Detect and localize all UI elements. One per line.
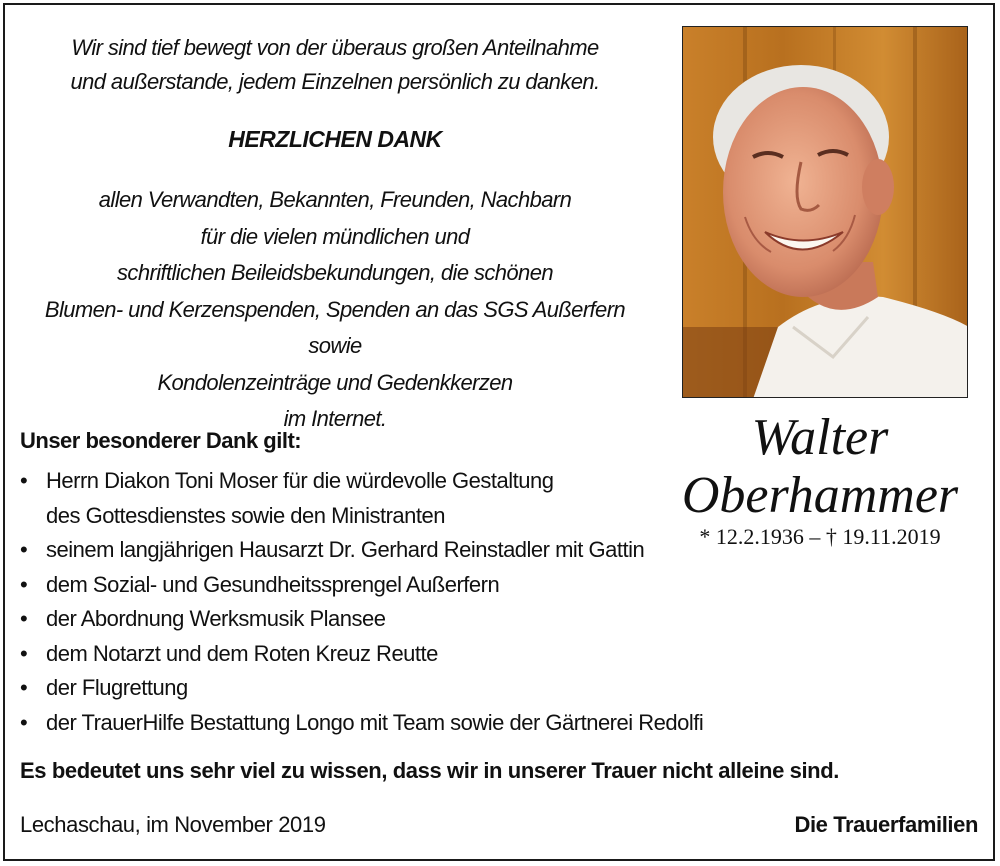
deceased-first-name: Walter bbox=[751, 409, 889, 466]
thanks-line: schriftlichen Beileidsbekundungen, die schönen bbox=[117, 260, 553, 285]
special-thanks-list bbox=[20, 464, 720, 740]
thanks-line: Kondolenzeinträge und Gedenkkerzen bbox=[157, 369, 513, 395]
list-item: • Herrn Diakon Toni Moser für die würdevolle Gestaltung bbox=[20, 464, 720, 499]
closing-statement: Es bedeutet uns sehr viel zu wissen, dass wir in unserer Trauer nicht alleine sind. bbox=[20, 758, 839, 783]
intro-line-1: Wir sind tief bewegt von der überaus großen Anteilnahme bbox=[71, 35, 599, 60]
list-item: • der Flugrettung bbox=[20, 671, 720, 706]
list-item: • dem Notarzt und dem Roten Kreuz Reutte bbox=[20, 637, 720, 672]
deceased-last-name: Oberhammer bbox=[681, 467, 959, 524]
special-thanks-title: Unser besonderer Dank gilt: bbox=[20, 428, 302, 453]
list-item: • seinem langjährigen Hausarzt Dr. Gerhard Reinstadler mit Gattin bbox=[20, 533, 720, 568]
thanks-line: für die vielen mündlichen und bbox=[200, 223, 470, 249]
thanks-paragraph bbox=[20, 182, 650, 438]
intro-line-2: und außerstande, jedem Einzelnen persönlich zu danken. bbox=[70, 69, 600, 94]
signature: Die Trauerfamilien bbox=[794, 812, 978, 837]
thanks-heading: HERZLICHEN DANK bbox=[228, 126, 442, 152]
list-item: • der TrauerHilfe Bestattung Longo mit Team sowie der Gärtnerei Redolfi bbox=[20, 706, 720, 741]
place-date: Lechaschau, im November 2019 bbox=[20, 812, 326, 837]
list-item: • der Abordnung Werksmusik Plansee bbox=[20, 602, 720, 637]
portrait-photo bbox=[682, 26, 968, 398]
life-dates: * 12.2.1936 – † 19.11.2019 bbox=[699, 524, 941, 549]
list-item-continuation: des Gottesdienstes sowie den Ministranten bbox=[46, 502, 445, 528]
thanks-line: im Internet. bbox=[283, 406, 387, 431]
thanks-line: Blumen- und Kerzenspenden, Spenden an das SGS Außerfern sowie bbox=[44, 296, 626, 358]
list-item: • dem Sozial- und Gesundheitssprengel Außerfern bbox=[20, 568, 720, 603]
thanks-line: allen Verwandten, Bekannten, Freunden, Nachbarn bbox=[98, 187, 572, 212]
